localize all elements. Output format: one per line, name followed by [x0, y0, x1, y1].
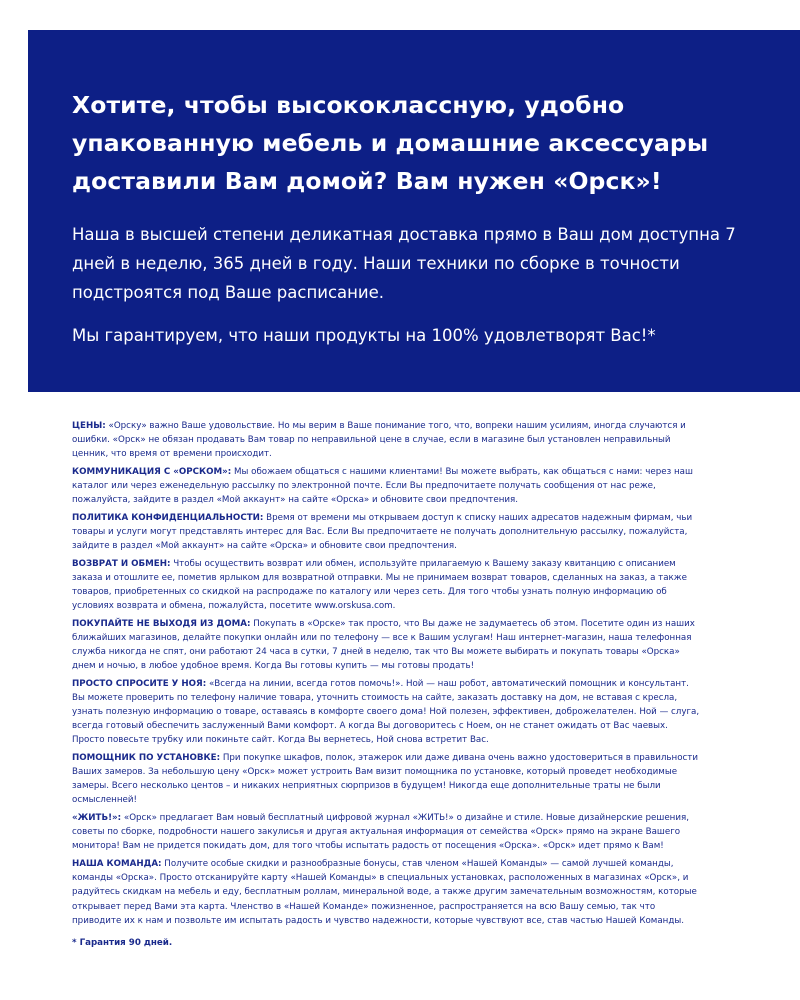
section-text: Чтобы осуществить возврат или обмен, используйте прилагаемую к Вашему заказу квитанцию с описанием заказа и отошлите ее, пометив ярлыком для возвратной отправки. Мы не принимаем возврат товаров, сделанных на заказ, а также товаров, приобретенных со скидкой на распродаже по каталогу или через сеть. Для того чтобы узнать полную информацию об условиях возврата и обмена, пожалуйста, посетите www.orskusa.com. [72, 558, 687, 612]
section-text: «Орск» предлагает Вам новый бесплатный цифровой журнал «ЖИТЬ!» о дизайне и стиле. Новые дизайнерские решения, советы по сборке, подробности нашего закулисья и другая актуальная информация от семейства «Орск» прямо на экране Вашего монитора! Вам не придется покидать дом, для того чтобы испытать радость от посещения «Орска». «Орск» идет прямо к Вам! [72, 813, 689, 852]
terms-paragraph-prices [72, 419, 702, 461]
section-text: Мы обожаем общаться с нашими клиентами! Вы можете выбрать, как общаться с нами: через наш каталог или через еженедельную рассылку по электронной почте. Если Вы предпочитаете получать сообщения от нас реже, пожалуйста, зайдите в раздел «Мой аккаунт» на сайте «Орска» и обновите свои предпочтения. [72, 466, 693, 506]
terms-paragraph-noah [72, 677, 702, 747]
section-heading: ПРОСТО СПРОСИТЕ У НОЯ: [72, 679, 207, 690]
headline: Хотите, чтобы высококлассную, удобно упакованную мебель и домашние аксессуары доставили Вам домой? Вам нужен «Орск»! [72, 91, 709, 195]
hero-banner [28, 30, 800, 392]
section-text: Время от времени мы открываем доступ к списку наших адресатов надежным фирмам, чьи товары и услуги могут представлять интерес для Вас. Если Вы предпочитаете не получать дополнительную рассылку, пожалуйста, зайдите в раздел «Мой аккаунт» на сайте «Орска» и обновите свои предпочтения. [72, 512, 693, 552]
section-heading: НАША КОМАНДА: [72, 859, 162, 870]
section-heading: ЦЕНЫ: [72, 421, 106, 431]
section-text: При покупке шкафов, полок, этажерок или даже дивана очень важно удостовериться в правильности Ваших замеров. За небольшую цену «Орск» может устроить Вам визит помощника по установке, который проведет необходимые замеры. Всего несколько центов – и никаких неприятных сюрпризов в будущем! Никогда еще дополнительные траты не были осмысленней! [72, 753, 699, 806]
lead-text: Наша в высшей степени деликатная доставка прямо в Ваш дом доступна 7 дней в неделю, 365 дней в году. Наши техники по сборке в точности подстроятся под Ваше расписание. [72, 225, 736, 302]
terms-paragraph-shopping [72, 617, 702, 673]
terms-paragraph-returns [72, 557, 702, 613]
section-heading: ПОЛИТИКА КОНФИДЕНЦИАЛЬНОСТИ: [72, 512, 264, 523]
section-text: Покупать в «Орске» так просто, что Вы даже не задумаетесь об этом. Посетите один из наших ближайших магазинов, делайте покупки онлайн или по телефону — все к Вашим услугам! Наш интернет-магазин, наша телефонная служба никогда не спят, они работают 24 часа в сутки, 7 дней в неделю, так что Вы можете выбирать и покупать товары «Орска» днем и ночью, в любое удобное время. Когда Вы готовы купить — мы готовы продать! [72, 618, 695, 672]
section-heading: ПОМОЩНИК ПО УСТАНОВКЕ: [72, 753, 221, 764]
section-text: «Орску» важно Ваше удовольствие. Но мы верим в Ваше понимание того, что, вопреки нашим усилиям, иногда случаются и ошибки. «Орск» не обязан продавать Вам товар по неправильной цене в случае, если в магазине был установлен неправильный ценник, что время от времени происходит. [72, 421, 686, 460]
section-heading: ПОКУПАЙТЕ НЕ ВЫХОДЯ ИЗ ДОМА: [72, 618, 251, 629]
footnote: * Гарантия 90 дней. [72, 937, 173, 948]
section-text: «Всегда на линии, всегда готов помочь!». Ной — наш робот, автоматический помощник и консультант. Вы можете проверить по телефону наличие товара, уточнить стоимость на сайте, заказать доставку на дом, не вставая с кресла, узнать полезную информацию о товаре, оставаясь в комфорте своего дома! Ной полезен, эффективен, доброжелателен. Ной — слуга, всегда готовый обеспечить заслуженный Вами комфорт. А когда Вы договоритесь с Ноем, он не станет ожидать от Вас чаевых. Просто повесьте трубку или покиньте сайт. Когда Вы вернетесь, Ной снова встретит Вас. [72, 679, 700, 746]
guarantee-text: Мы гарантируем, что наши продукты на 100% удовлетворят Вас!* [72, 326, 656, 345]
terms-paragraph-team [72, 857, 702, 927]
terms-paragraph-magazine [72, 811, 702, 853]
section-text: Получите особые скидки и разнообразные бонусы, став членом «Нашей Команды» — самой лучшей команды, команды «Орска». Просто отсканируйте карту «Нашей Команды» в специальных установках, расположенных в магазинах «Орск», и радуйтесь скидкам на мебель и еду, бесплатным роллам, минеральной воде, а также другим замечательным возможностям, которые открывает перед Вами эта карта. Членство в «Нашей Команде» пожизненное, распространяется на всю Вашу семью, так что приводите их к нам и позвольте им испытать радость и чувство надежности, которые чувствуют все, став частью Нашей Команды. [72, 859, 697, 926]
terms-paragraph-communication [72, 465, 702, 507]
terms-paragraph-privacy [72, 511, 702, 553]
section-heading: «ЖИТЬ!»: [72, 813, 122, 824]
terms-paragraph-installation [72, 751, 702, 807]
section-heading: ВОЗВРАТ И ОБМЕН: [72, 558, 171, 569]
terms-section [72, 419, 702, 953]
section-heading: КОММУНИКАЦИЯ С «ОРСКОМ»: [72, 466, 232, 477]
